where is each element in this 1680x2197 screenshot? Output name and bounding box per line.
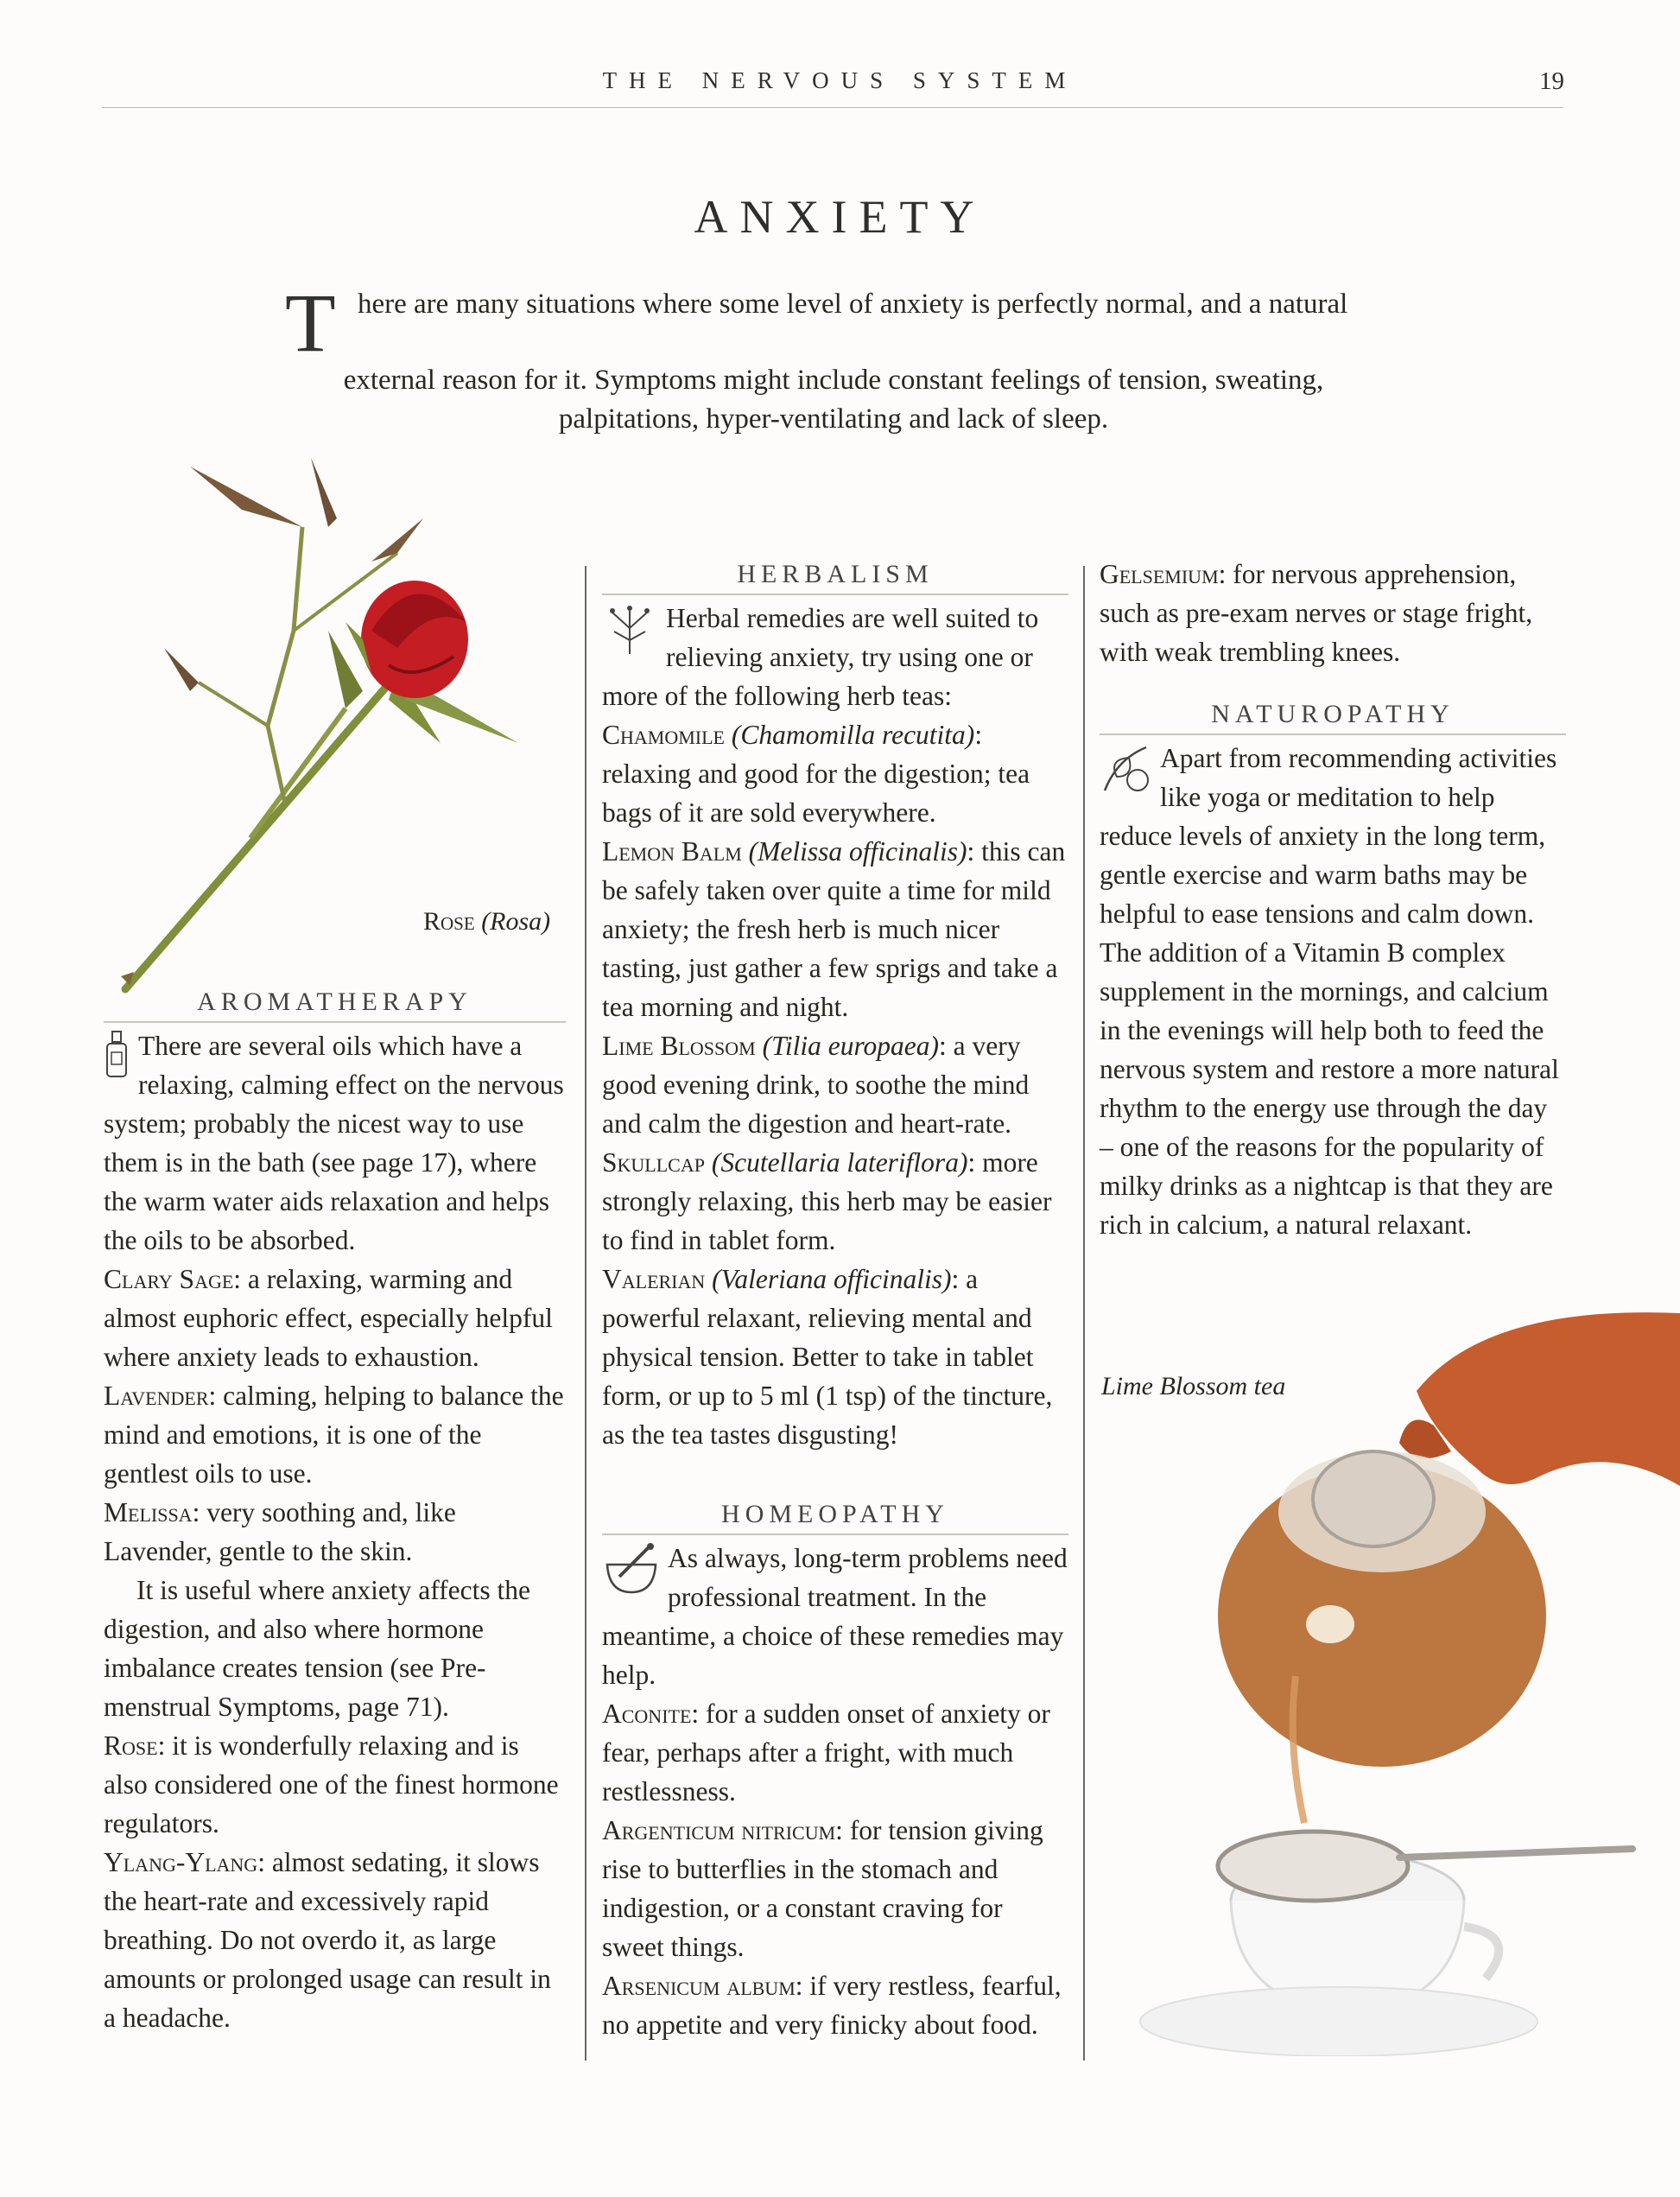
intro-paragraph bbox=[285, 276, 1382, 435]
intro-text: external reason for it. Symptoms might include constant feelings of tension, sweating, palpitations, hyper-ventilating and lack of sleep. bbox=[343, 365, 1324, 435]
column-divider bbox=[1083, 566, 1085, 2060]
aromatherapy-intro: There are several oils which have a relaxing, calming effect on the nervous system; probably the nicest way to use them is in the bath (see page 17), where the warm water aids relaxation and helps the oils to be absorbed. bbox=[104, 1031, 564, 1255]
hand bbox=[1417, 1312, 1680, 1486]
naturopathy-text: Apart from recommending activities like yoga or meditation to help reduce levels of anxiety in the long term, gentle exercise and warm baths may be helpful to ease tensions and calm down. The addition of a Vitamin B complex supplement in the mornings, and calcium in the evenings will help both to feed the nervous system and restore a more natural rhythm to the energy use through the day – one of the reasons for the popularity of milky drinks as a nightcap is that they are rich in calcium, a natural relaxant. bbox=[1100, 743, 1559, 1240]
mortar-pestle-icon bbox=[602, 1542, 659, 1606]
list-item: Clary Sage: a relaxing, warming and almost euphoric effect, especially helpful where anxiety leads to exhaustion. bbox=[104, 1264, 553, 1372]
herb-sprig-icon bbox=[602, 602, 657, 666]
tea-strainer bbox=[1218, 1832, 1408, 1901]
list-item: Skullcap (Scutellaria lateriflora): more strongly relaxing, this herb may be easier to find in tablet form. bbox=[602, 1147, 1052, 1255]
middle-column bbox=[602, 557, 1068, 2044]
list-item: Lime Blossom (Tilia europaea): a very good evening drink, to soothe the mind and calm the digestion and heart-rate. bbox=[602, 1031, 1030, 1139]
homeopathy-intro: As always, long-term problems need professional treatment. In the meantime, a choice of these remedies may help. bbox=[602, 1543, 1068, 1690]
rose-caption-latin: (Rosa) bbox=[481, 907, 551, 936]
leaf-sprig-icon bbox=[1100, 742, 1151, 806]
list-item: Argenticum nitricum: for tension giving rise to butterflies in the stomach and indigestion, or a constant craving for sweet things. bbox=[602, 1815, 1043, 1962]
list-item: Chamomile (Chamomilla recutita): relaxing and good for the digestion; tea bags of it are sold everywhere. bbox=[602, 720, 1030, 828]
aromatherapy-section bbox=[104, 985, 566, 2037]
header-rule bbox=[102, 107, 1563, 108]
naturopathy-heading: NATUROPATHY bbox=[1100, 697, 1566, 735]
drop-cap: T bbox=[285, 276, 336, 369]
intro-line-1: here are many situations where some level of anxiety is perfectly normal, and a natural bbox=[358, 289, 1348, 320]
list-item: Arsenicum album: if very restless, fearful, no appetite and very finicky about food. bbox=[602, 1971, 1062, 2040]
teapot-photo bbox=[1123, 1296, 1680, 2056]
list-item: Aconite: for a sudden onset of anxiety or fear, perhaps after a fright, with much restlessness. bbox=[602, 1699, 1050, 1806]
list-item: Rose: it is wonderfully relaxing and is also considered one of the finest hormone regulators. bbox=[104, 1730, 559, 1838]
homeopathy-heading: HOMEOPATHY bbox=[602, 1497, 1068, 1535]
aromatherapy-heading: AROMATHERAPY bbox=[104, 985, 566, 1023]
list-item: Lavender: calming, helping to balance the mind and emotions, it is one of the gentlest oils to use. bbox=[104, 1381, 564, 1489]
rose-caption bbox=[423, 907, 550, 937]
page-number: 19 bbox=[1539, 67, 1564, 95]
oil-bottle-icon bbox=[104, 1030, 130, 1092]
rose-caption-name: Rose bbox=[423, 907, 475, 936]
column-divider bbox=[585, 566, 586, 2060]
list-item: Melissa: very soothing and, like Lavender, gentle to the skin. bbox=[104, 1497, 456, 1566]
list-item: Gelsemium: for nervous apprehension, such as pre-exam nerves or stage fright, with weak trembling knees. bbox=[1100, 559, 1533, 667]
list-item: Ylang-Ylang: almost sedating, it slows the heart-rate and excessively rapid breathing. Do not overdo it, as large amounts or prolonged usage can result in a headache. bbox=[104, 1847, 551, 2033]
saucer bbox=[1140, 1987, 1537, 2056]
list-item: Lemon Balm (Melissa officinalis): this can be safely taken over quite a time for mild anxiety; the fresh herb is much nicer tasting, just gather a few sprigs and take a tea morning and night. bbox=[602, 836, 1066, 1022]
page-title: ANXIETY bbox=[694, 191, 986, 243]
herbalism-intro: Herbal remedies are well suited to relieving anxiety, try using one or more of the following herb teas: bbox=[602, 603, 1039, 711]
tea-caption: Lime Blossom tea bbox=[1101, 1372, 1286, 1400]
list-item: Valerian (Valeriana officinalis): a powerful relaxant, relieving mental and physical tension. Better to take in tablet form, or up to 5 ml (1 tsp) of the tincture, as the tea tastes disgusting! bbox=[602, 1264, 1053, 1450]
herbalism-heading: HERBALISM bbox=[602, 557, 1068, 595]
running-head: THE NERVOUS SYSTEM bbox=[602, 67, 1078, 93]
right-column bbox=[1100, 555, 1566, 1244]
aromatherapy-paragraph: It is useful where anxiety affects the digestion, and also where hormone imbalance creates tension (see Pre-menstrual Symptoms, page 71). bbox=[104, 1575, 530, 1722]
